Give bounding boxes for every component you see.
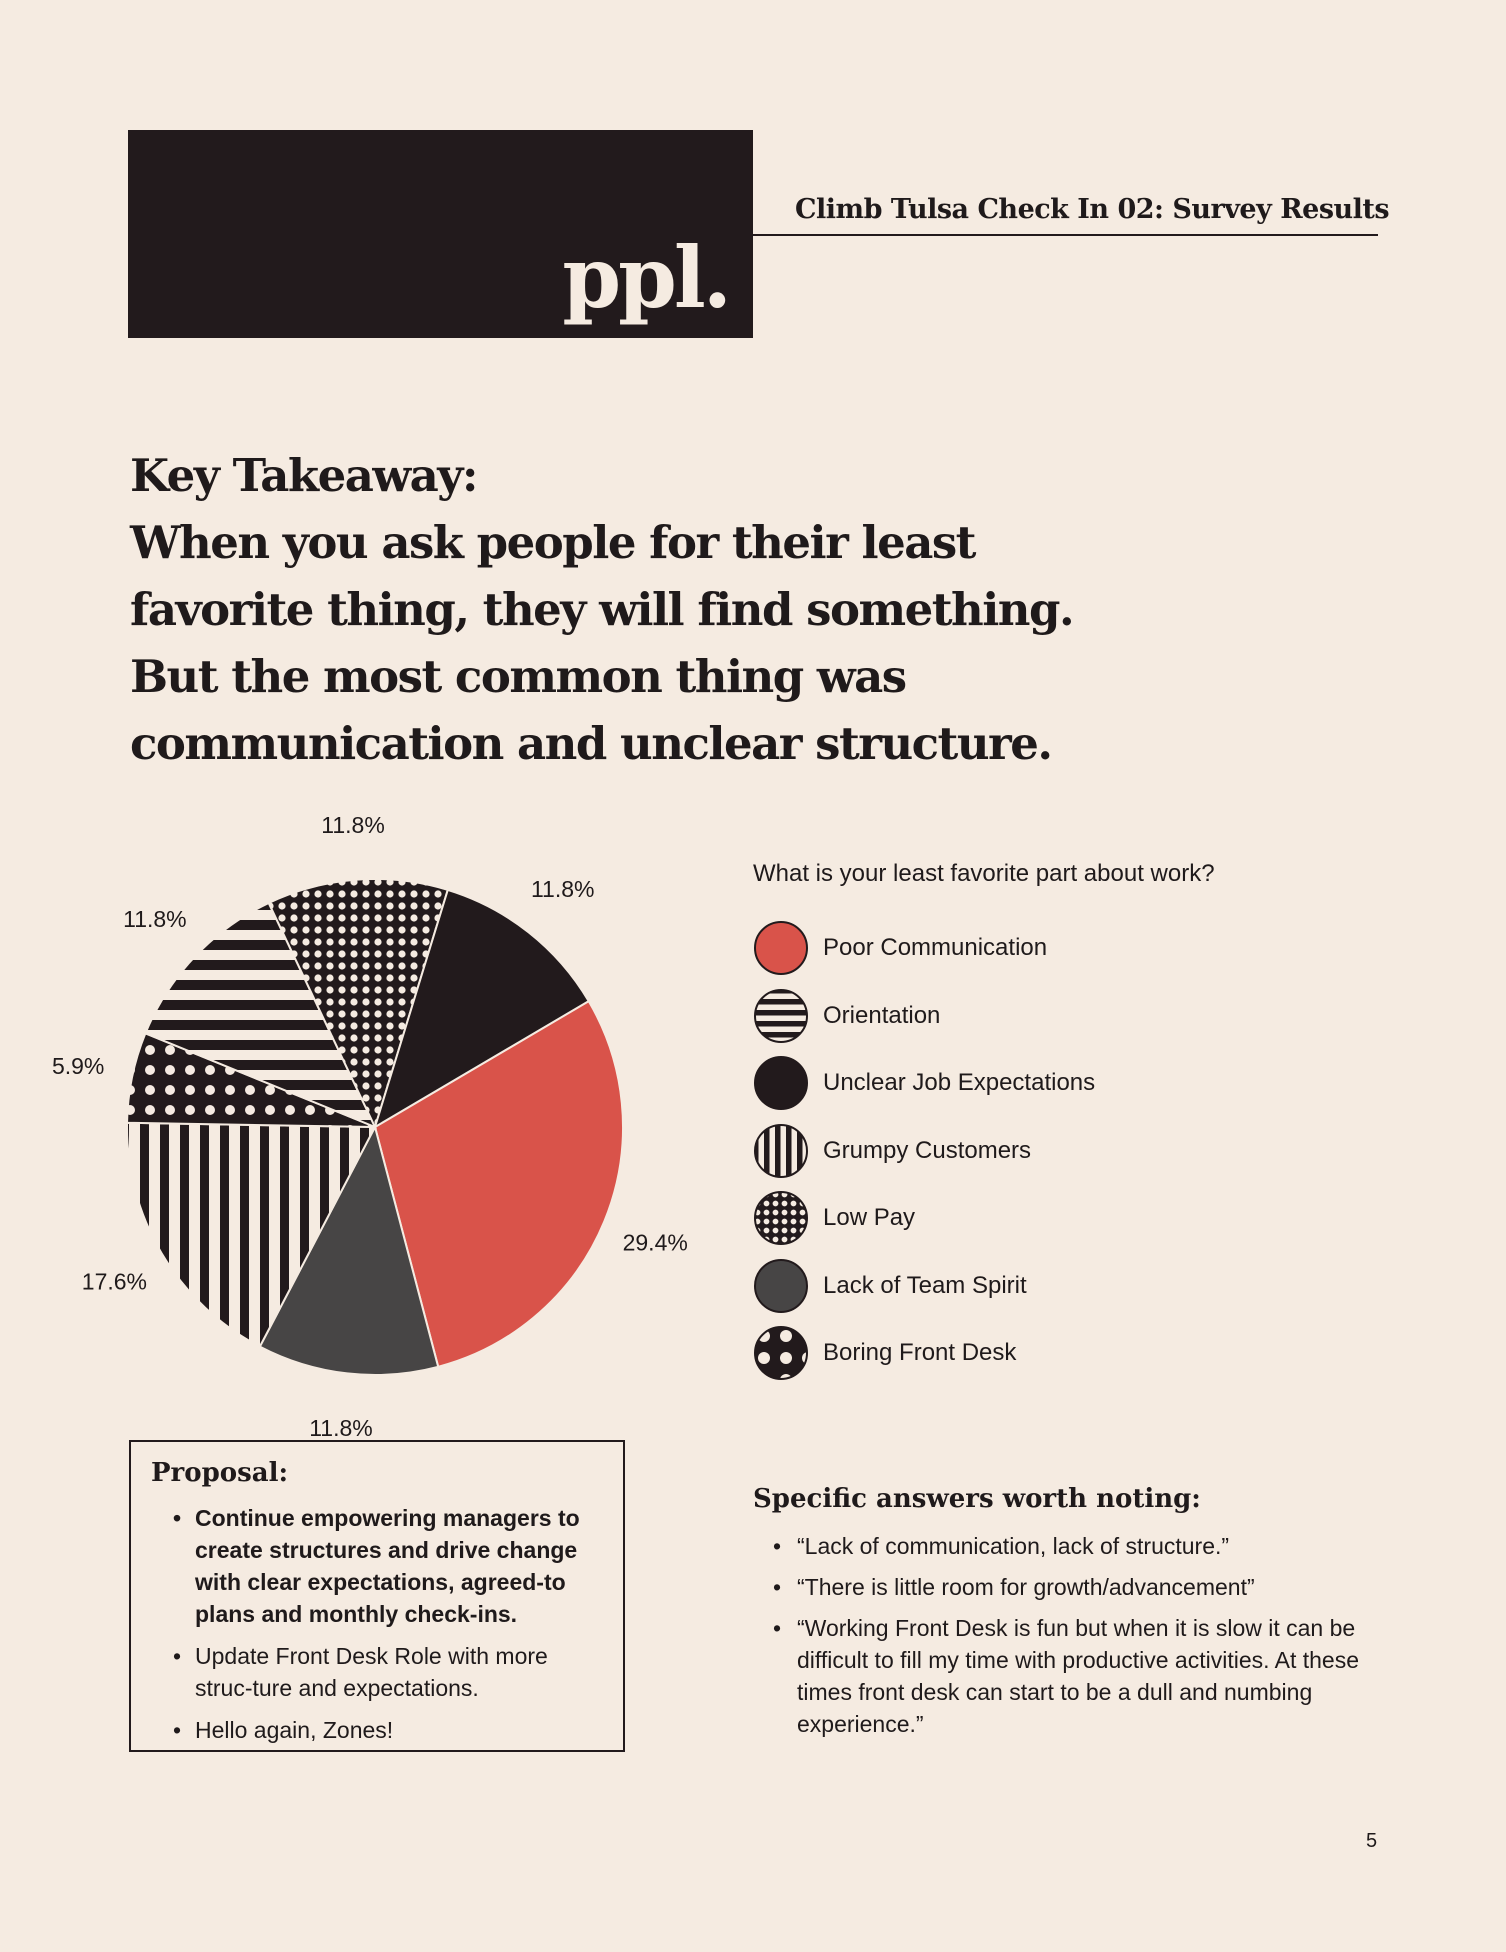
legend-label: Boring Front Desk bbox=[823, 1339, 1017, 1366]
answer-item: • “Lack of communication, lack of structure.” bbox=[753, 1530, 1393, 1562]
pie-label-boring-front-desk: 5.9% bbox=[51, 1053, 105, 1080]
legend-label: Low Pay bbox=[823, 1204, 916, 1231]
logo-block bbox=[128, 130, 753, 338]
proposal-item: • Hello again, Zones! bbox=[151, 1714, 611, 1746]
pie-label-low-pay: 11.8% bbox=[321, 811, 385, 838]
legend-item-unclear-job-expectations bbox=[753, 1055, 1095, 1111]
pie-chart bbox=[0, 811, 720, 1442]
page-number: 5 bbox=[1366, 1830, 1378, 1852]
takeaway-line: favorite thing, they will find something. bbox=[130, 583, 1074, 636]
chart-question: What is your least favorite part about work? bbox=[753, 860, 1215, 887]
pie-label-orientation: 11.8% bbox=[123, 905, 187, 932]
legend-swatch-grumpy-customers bbox=[753, 1123, 809, 1179]
legend-label: Orientation bbox=[823, 1001, 941, 1029]
takeaway-line: When you ask people for their least bbox=[130, 516, 975, 569]
takeaway-line: Key Takeaway: bbox=[130, 449, 478, 502]
proposal-heading: Proposal: bbox=[151, 1458, 289, 1488]
proposal-box bbox=[129, 1440, 625, 1752]
legend-swatch-unclear-job-expectations bbox=[753, 1055, 809, 1111]
proposal-item: • Update Front Desk Role with more struc-ture and expectations. bbox=[151, 1640, 611, 1704]
answers-heading: Specific answers worth noting: bbox=[753, 1484, 1201, 1514]
legend-swatch-lack-of-team-spirit bbox=[753, 1258, 809, 1314]
legend-label: Poor Communication bbox=[823, 934, 1048, 961]
pie-label-unclear-job-expectations: 11.8% bbox=[530, 876, 595, 903]
answer-item: • “Working Front Desk is fun but when it is slow it can be difficult to fill my time with productive activities. At these times front desk can start to be a dull and numbing experience.” bbox=[753, 1612, 1393, 1740]
answer-item: • “There is little room for growth/advancement” bbox=[753, 1571, 1393, 1603]
legend-item-orientation bbox=[753, 988, 940, 1044]
takeaway-line: But the most common thing was bbox=[130, 650, 906, 703]
takeaway-line: communication and unclear structure. bbox=[130, 717, 1052, 770]
proposal-list bbox=[151, 1502, 611, 1756]
document-title: Climb Tulsa Check In 02: Survey Results bbox=[795, 194, 1390, 225]
legend-swatch-poor-communication bbox=[753, 920, 809, 976]
legend-label: Grumpy Customers bbox=[823, 1136, 1032, 1164]
proposal-item: • Continue empowering managers to create structures and drive change with clear expectations, agreed-to plans and monthly check-ins. bbox=[151, 1502, 611, 1630]
logo-text: ppl. bbox=[562, 228, 729, 327]
legend-label: Unclear Job Expectations bbox=[823, 1069, 1096, 1096]
legend-swatch-boring-front-desk bbox=[753, 1325, 809, 1381]
pie-label-poor-communication: 29.4% bbox=[622, 1229, 688, 1256]
legend-label: Lack of Team Spirit bbox=[823, 1271, 1027, 1299]
legend-swatch-low-pay bbox=[753, 1190, 809, 1246]
legend-item-grumpy-customers bbox=[753, 1123, 1031, 1179]
legend-item-lack-of-team-spirit bbox=[753, 1258, 1027, 1314]
legend-item-low-pay bbox=[753, 1190, 915, 1246]
pie-label-lack-of-team-spirit: 11.8% bbox=[309, 1415, 373, 1442]
key-takeaway bbox=[130, 442, 1130, 777]
title-rule bbox=[753, 234, 1378, 236]
legend-swatch-orientation bbox=[753, 988, 809, 1044]
legend-item-boring-front-desk bbox=[753, 1325, 1016, 1381]
answers-list bbox=[753, 1530, 1393, 1749]
legend-item-poor-communication bbox=[753, 920, 1047, 976]
pie-label-grumpy-customers: 17.6% bbox=[81, 1268, 148, 1295]
